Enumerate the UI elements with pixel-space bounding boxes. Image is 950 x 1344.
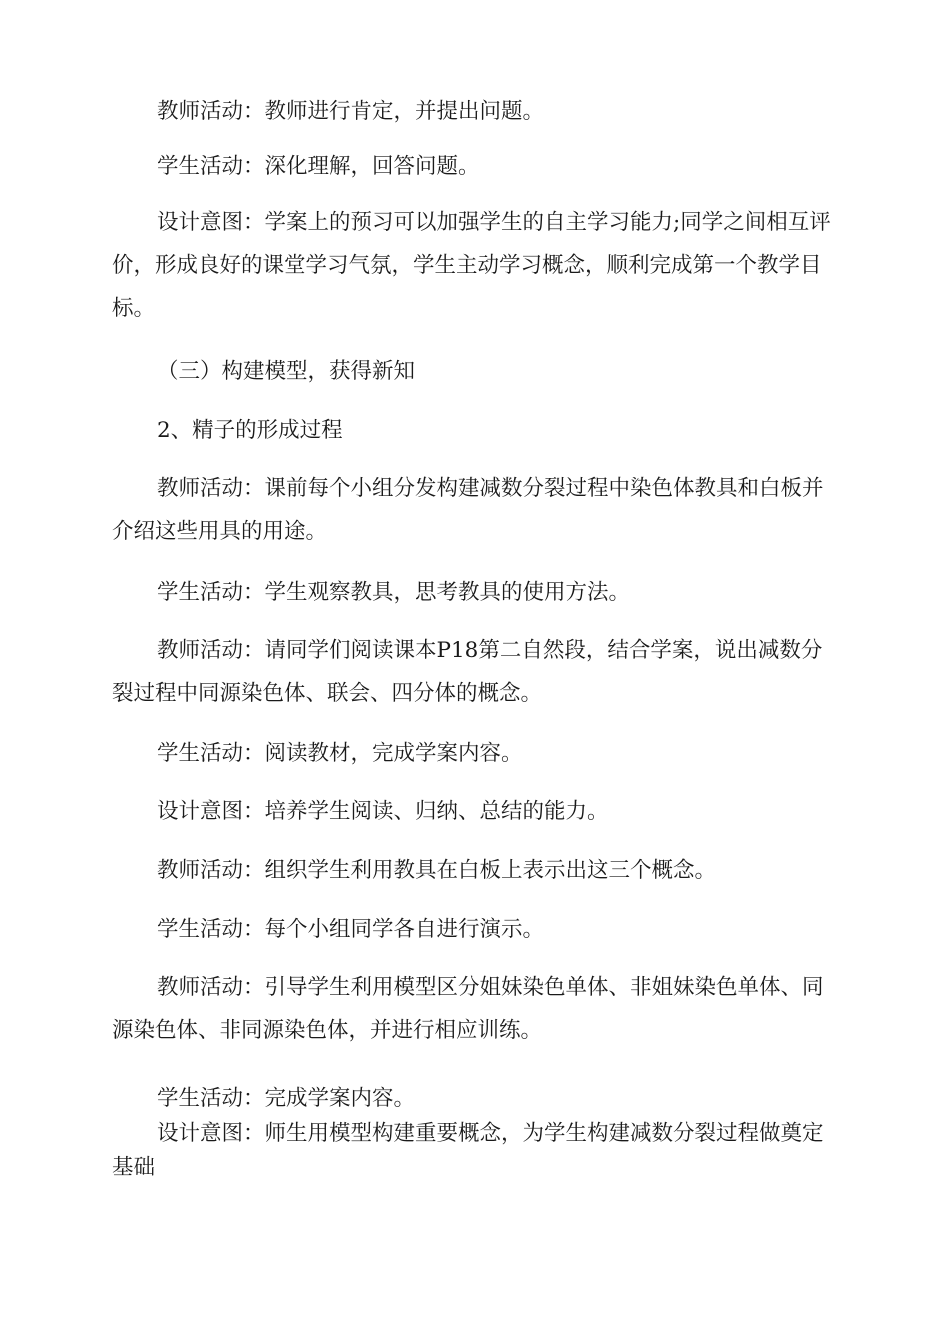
paragraph-student-complete: 学生活动：完成学案内容。 <box>157 1086 416 1111</box>
paragraph-teacher-guide: 教师活动：引导学生利用模型区分姐妹染色单体、非姐妹染色单体、同源染色体、非同源染色体，并进行相应训练。 <box>112 975 824 1043</box>
paragraph-teacher-distribute: 教师活动：课前每个小组分发构建减数分裂过程中染色体教具和白板并介绍这些用具的用途。 <box>112 476 824 544</box>
paragraph-student-read: 学生活动：阅读教材，完成学案内容。 <box>157 741 523 766</box>
paragraph-teacher-affirm: 教师活动：教师进行肯定，并提出问题。 <box>157 99 545 124</box>
section-heading-build-model: （三）构建模型，获得新知 <box>157 359 416 384</box>
paragraph-teacher-read: 教师活动：请同学们阅读课本P18第二自然段，结合学案，说出减数分裂过程中同源染色体、联会、四分体的概念。 <box>112 638 823 706</box>
paragraph-design-intent-1: 设计意图：学案上的预习可以加强学生的自主学习能力;同学之间相互评价，形成良好的课堂学习气氛，学生主动学习概念，顺利完成第一个教学目标。 <box>112 210 831 321</box>
paragraph-student-observe: 学生活动：学生观察教具，思考教具的使用方法。 <box>157 580 631 605</box>
paragraph-teacher-organize: 教师活动：组织学生利用教具在白板上表示出这三个概念。 <box>157 858 717 883</box>
paragraph-design-intent-3: 设计意图：师生用模型构建重要概念，为学生构建减数分裂过程做奠定基础 <box>112 1121 824 1180</box>
subheading-sperm-formation: 2、精子的形成过程 <box>157 418 343 443</box>
paragraph-student-demo: 学生活动：每个小组同学各自进行演示。 <box>157 917 545 942</box>
paragraph-student-answer: 学生活动：深化理解，回答问题。 <box>157 154 480 179</box>
paragraph-design-intent-2: 设计意图：培养学生阅读、归纳、总结的能力。 <box>157 799 609 824</box>
